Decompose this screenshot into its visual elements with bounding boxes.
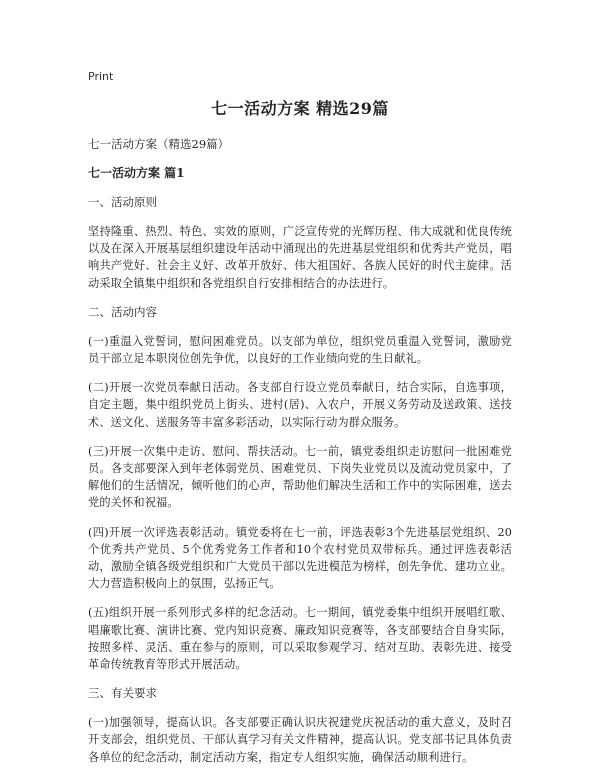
paragraph-content-3: (三)开展一次集中走访、慰问、帮扶活动。七一前，镇党委组织走访慰问一批困难党员。各支部要深入到年老体弱党员、困难党员、下岗失业党员以及流动党员家中，了解他们的生活情况，倾听他们的心声，帮助他们解决生活和工作中的实际困难，送去党的关怀和祝福。	[88, 444, 512, 510]
print-link[interactable]: Print	[88, 70, 114, 83]
chapter-heading: 七一活动方案 篇1	[88, 166, 185, 180]
document-subtitle: 七一活动方案（精选29篇）	[88, 137, 230, 151]
document-body	[88, 98, 512, 778]
section-heading-content: 二、活动内容	[88, 304, 157, 319]
paragraph-requirements-1: (一)加强领导，提高认识。各支部要正确认识庆祝建党庆祝活动的重大意义，及时召开支部会，组织党员、干部认真学习有关文件精神，提高认识。党支部书记具体负责各单位的纪念活动，制定活动方案，指定专人组织实施，确保活动顺利进行。	[88, 716, 512, 764]
paragraph-content-4: (四)开展一次评选表彰活动。镇党委将在七一前，评选表彰3个先进基层党组织、20个优秀共产党员、5个优秀党务工作者和10个农村党员双带标兵。通过评选表彰活动，激励全镇各级党组织和广大党员干部以先进模范为榜样，创先争优、建功立业。大力营造积极向上的氛围，弘扬正气。	[88, 525, 512, 591]
paragraph-content-1: (一)重温入党誓词，慰问困难党员。以支部为单位，组织党员重温入党誓词，激励党员干部立足本职岗位创先争优，以良好的工作业绩向党的生日献礼。	[88, 334, 512, 366]
section-heading-requirements: 三、有关要求	[88, 686, 157, 701]
paragraph-principles: 坚持隆重、热烈、特色、实效的原则，广泛宣传党的光辉历程、伟大成就和优良传统以及在深入开展基层组织建设年活动中涌现出的先进基层党组织和优秀共产党员，唱响共产党好、社会主义好、改革开放好、伟大祖国好、各族人民好的时代主旋律。活动采取全镇集中组织和各党组织自行安排相结合的办法进行。	[88, 225, 512, 290]
paragraph-content-2: (二)开展一次党员奉献日活动。各支部自行设立党员奉献日，结合实际，自选事项，自定主题，集中组织党员上街头、进村(居)、入农户，开展义务劳动及送政策、送技术、送文化、送服务等丰富多彩活动，以实际行动为群众服务。	[88, 381, 512, 429]
section-heading-principles: 一、活动原则	[88, 195, 157, 209]
document-title: 七一活动方案 精选29篇	[211, 99, 389, 118]
paragraph-content-5: (五)组织开展一系列形式多样的纪念活动。七一期间，镇党委集中组织开展唱红歌、唱廉歌比赛、演讲比赛、党内知识竞赛、廉政知识竞赛等，各支部要结合自身实际，按照多样、灵活、重在参与的原则，可以采取参观学习、结对互助、表彰先进、接受革命传统教育等形式开展活动。	[88, 606, 512, 672]
